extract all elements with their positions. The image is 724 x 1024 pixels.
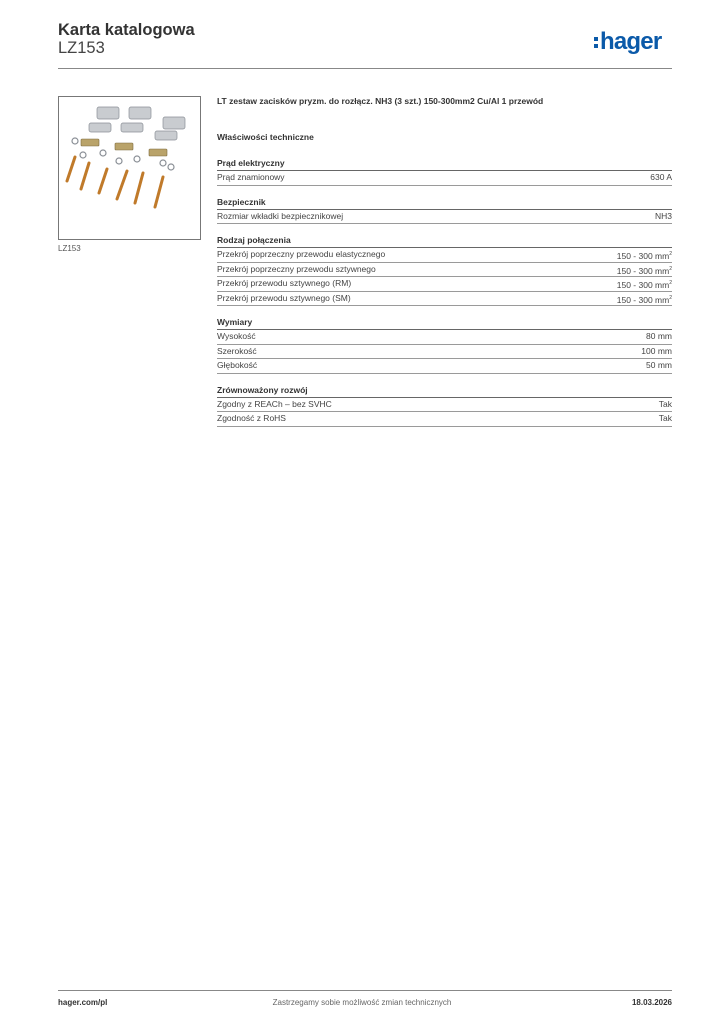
property-label: Rozmiar wkładki bezpiecznikowej xyxy=(217,210,344,221)
property-value-wrap xyxy=(659,398,672,412)
property-value: 630 A xyxy=(650,172,672,182)
property-value: 150 - 300 mm xyxy=(616,265,670,276)
property-value-wrap xyxy=(617,263,672,277)
property-group-title: Rodzaj połączenia xyxy=(217,235,291,245)
property-value-wrap xyxy=(659,412,672,426)
property-row xyxy=(217,398,672,413)
product-code: LZ153 xyxy=(58,39,105,57)
property-value-wrap xyxy=(641,345,672,359)
property-label: Zgodny z REACh – bez SVHC xyxy=(217,398,332,409)
property-row xyxy=(217,210,672,225)
property-value-wrap xyxy=(655,210,672,224)
property-label: Przekrój przewodu sztywnego (RM) xyxy=(217,278,352,288)
property-value: 150 - 300 mm xyxy=(616,250,670,261)
property-row xyxy=(217,359,672,374)
property-value: 150 - 300 mm xyxy=(616,279,670,290)
hager-logo xyxy=(594,28,661,56)
property-label: Zgodność z RoHS xyxy=(217,413,286,423)
footer-divider xyxy=(58,990,672,991)
property-value: 150 - 300 mm xyxy=(616,294,670,305)
property-value-wrap xyxy=(617,248,672,262)
property-value: 100 mm xyxy=(641,345,672,356)
property-group-title: Zrównoważony rozwój xyxy=(217,384,308,395)
property-value-wrap xyxy=(650,171,672,185)
logo-dots-icon xyxy=(594,37,598,48)
property-group xyxy=(217,316,672,374)
property-group xyxy=(217,196,672,225)
property-label: Szerokość xyxy=(217,345,257,356)
property-row xyxy=(217,292,672,307)
product-image xyxy=(58,96,201,240)
property-label: Przekrój przewodu sztywnego (SM) xyxy=(217,292,351,303)
property-row xyxy=(217,330,672,345)
property-row xyxy=(217,171,672,186)
property-value: Tak xyxy=(658,398,672,409)
property-row xyxy=(217,345,672,360)
property-group xyxy=(217,234,672,306)
unit-superscript: 2 xyxy=(669,265,672,272)
property-label: Przekrój poprzeczny przewodu sztywnego xyxy=(217,263,376,274)
product-photo-icon xyxy=(59,97,200,239)
footer-notice: Zastrzegamy sobie możliwość zmian technicznych xyxy=(272,998,452,1007)
property-group xyxy=(217,384,672,427)
property-group xyxy=(217,157,672,186)
property-label: Głębokość xyxy=(217,360,258,370)
product-details xyxy=(217,96,672,437)
page-title: Karta katalogowa xyxy=(58,21,195,39)
logo-text: hager xyxy=(600,28,662,55)
image-caption: LZ153 xyxy=(58,244,81,253)
property-value-wrap xyxy=(646,330,672,344)
footer-website: hager.com/pl xyxy=(58,998,108,1007)
property-group-title: Bezpiecznik xyxy=(217,196,266,207)
unit-superscript: 2 xyxy=(669,294,672,301)
tech-properties-heading: Właściwości techniczne xyxy=(217,132,314,142)
property-value: 80 mm xyxy=(646,331,672,341)
property-value-wrap xyxy=(646,359,672,373)
unit-superscript: 2 xyxy=(669,280,672,286)
property-value: Tak xyxy=(658,413,672,423)
property-value: 50 mm xyxy=(646,360,672,370)
property-row xyxy=(217,248,672,263)
property-row xyxy=(217,263,672,278)
property-value: NH3 xyxy=(654,210,672,221)
footer-date: 18.03.2026 xyxy=(631,998,672,1007)
property-label: Prąd znamionowy xyxy=(217,172,285,182)
property-row xyxy=(217,277,672,292)
property-group-title: Prąd elektryczny xyxy=(217,158,285,168)
property-label: Przekrój poprzeczny przewodu elastycznego xyxy=(217,249,386,259)
product-description: LT zestaw zacisków pryzm. do rozłącz. NH3 (3 szt.) 150-300mm2 Cu/Al 1 przewód xyxy=(217,96,544,106)
property-value-wrap xyxy=(617,292,672,306)
unit-superscript: 2 xyxy=(669,251,672,257)
property-groups xyxy=(217,157,672,427)
property-value-wrap xyxy=(617,277,672,291)
property-row xyxy=(217,412,672,427)
property-group-title: Wymiary xyxy=(217,317,253,327)
property-label: Wysokość xyxy=(217,331,256,341)
header-divider xyxy=(58,68,672,69)
